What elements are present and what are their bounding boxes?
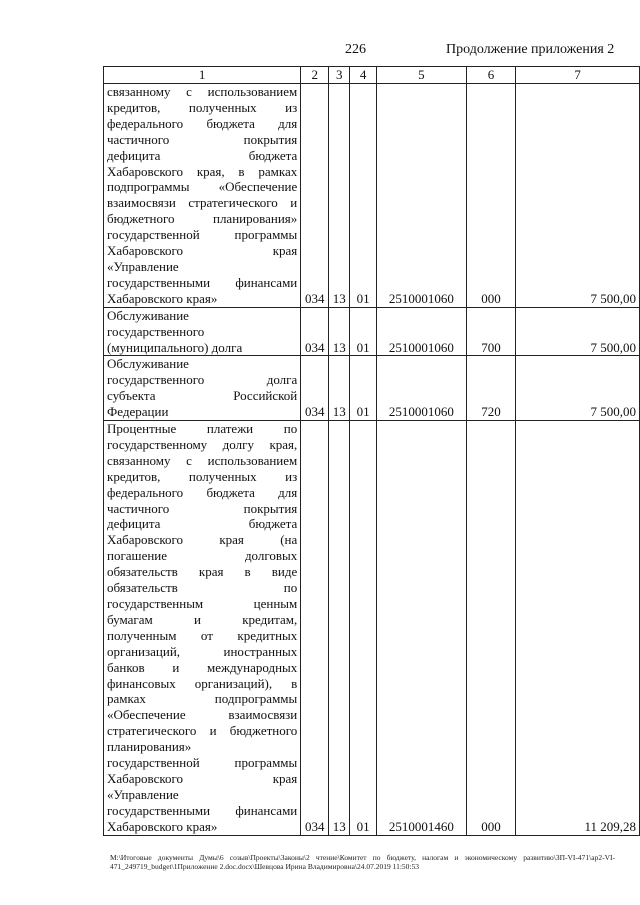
cell-target-code: 2510001060	[377, 356, 467, 421]
description-line: Хабаровского края, в рамках	[107, 163, 298, 179]
table-row	[104, 421, 640, 836]
description-line: подпрограммы «Обеспечение	[107, 179, 298, 195]
description-line: дефицита бюджета	[107, 516, 298, 532]
description-line: Обслуживание	[107, 356, 189, 372]
description-line: «Управление	[107, 786, 179, 802]
continuation-label: Продолжение приложения 2	[446, 42, 615, 57]
description-line: Хабаровского края (на	[107, 532, 298, 548]
description-line: дефицита бюджета	[107, 147, 298, 163]
cell-subsection-code: 01	[350, 84, 377, 308]
description-line: частичного покрытия	[107, 500, 298, 516]
description-line: банков и международных	[107, 659, 298, 675]
description-line: частичного покрытия	[107, 131, 298, 147]
description-line: Хабаровского края	[107, 770, 298, 786]
description-line: федерального бюджета для	[107, 115, 298, 131]
description-line: Обслуживание	[107, 307, 189, 323]
description-line: полученным от кредитных	[107, 627, 298, 643]
cell-ministry-code: 034	[301, 307, 329, 356]
description-line: связанному с использованием	[107, 452, 298, 468]
column-header: 7	[516, 67, 640, 84]
cell-ministry-code: 034	[301, 421, 329, 836]
cell-subsection-code: 01	[350, 421, 377, 836]
cell-ministry-code: 034	[301, 356, 329, 421]
cell-expense-type: 000	[466, 84, 516, 308]
cell-expense-type: 000	[466, 421, 516, 836]
cell-subsection-code: 01	[350, 356, 377, 421]
cell-amount: 7 500,00	[516, 307, 640, 356]
description-line: кредитов, полученных из	[107, 468, 298, 484]
description-line: государственного	[107, 323, 205, 339]
row-description	[104, 421, 301, 836]
budget-table	[103, 66, 640, 836]
description-line: стратегического и бюджетного	[107, 723, 298, 739]
column-header: 6	[466, 67, 516, 84]
description-line: государственными финансами	[107, 802, 298, 818]
table-row	[104, 307, 640, 356]
table-row	[104, 84, 640, 308]
page-number: 226	[345, 42, 366, 57]
description-line: погашение долговых	[107, 548, 298, 564]
description-line: планирования»	[107, 739, 192, 755]
cell-target-code: 2510001060	[377, 307, 467, 356]
description-line: Хабаровского края»	[107, 818, 218, 834]
description-line: «Обеспечение взаимосвязи	[107, 707, 298, 723]
row-description	[104, 307, 301, 356]
description-line: связанному с использованием	[107, 84, 298, 99]
cell-amount: 7 500,00	[516, 356, 640, 421]
description-line: Хабаровского края	[107, 243, 298, 259]
cell-expense-type: 700	[466, 307, 516, 356]
cell-section-code: 13	[329, 307, 350, 356]
description-line: государственного долга	[107, 372, 298, 388]
cell-target-code: 2510001460	[377, 421, 467, 836]
description-line: государственной программы	[107, 755, 298, 771]
description-line: государственными финансами	[107, 274, 298, 290]
column-header: 3	[329, 67, 350, 84]
description-line: финансовых организаций), в	[107, 675, 298, 691]
description-line: рамках подпрограммы	[107, 691, 298, 707]
row-description	[104, 356, 301, 421]
description-line: взаимосвязи стратегического и	[107, 195, 298, 211]
description-line: «Управление	[107, 258, 179, 274]
file-path-footer: М:\Итоговые документы Думы\6 созыв\Проекты\Законы\2 чтение\Комитет по бюджету, налогам и экономическому развитию\ЗП-VI-471\ap2-VI-471_249719_budget\1Приложение 2.doc.docx\Шевцова Ирина Владимировна\24.07.2019 11:50:53	[110, 853, 615, 871]
column-header: 2	[301, 67, 329, 84]
description-line: государственным ценным	[107, 596, 298, 611]
description-line: (муниципального) долга	[107, 339, 243, 355]
cell-ministry-code: 034	[301, 84, 329, 308]
cell-amount: 7 500,00	[516, 84, 640, 308]
cell-section-code: 13	[329, 84, 350, 308]
row-description	[104, 84, 301, 308]
table-header-row	[104, 67, 640, 84]
description-line: Хабаровского края»	[107, 290, 218, 306]
description-line: государственному долгу края,	[107, 436, 298, 452]
cell-subsection-code: 01	[350, 307, 377, 356]
description-line: кредитов, полученных из	[107, 99, 298, 115]
cell-section-code: 13	[329, 356, 350, 421]
description-line: субъекта Российской	[107, 388, 298, 404]
description-line: бумагам и кредитам,	[107, 611, 298, 627]
cell-target-code: 2510001060	[377, 84, 467, 308]
description-line: обязательств по	[107, 580, 298, 596]
cell-expense-type: 720	[466, 356, 516, 421]
description-line: Процентные платежи по	[107, 421, 298, 437]
description-line: федерального бюджета для	[107, 484, 298, 500]
column-header: 1	[104, 67, 301, 84]
cell-section-code: 13	[329, 421, 350, 836]
description-line: бюджетного планирования»	[107, 211, 298, 227]
description-line: государственной программы	[107, 227, 298, 243]
description-line: обязательств края в виде	[107, 564, 298, 580]
cell-amount: 11 209,28	[516, 421, 640, 836]
description-line: организаций, иностранных	[107, 643, 298, 659]
table-row	[104, 356, 640, 421]
column-header: 4	[350, 67, 377, 84]
description-line: Федерации	[107, 404, 169, 420]
column-header: 5	[377, 67, 467, 84]
